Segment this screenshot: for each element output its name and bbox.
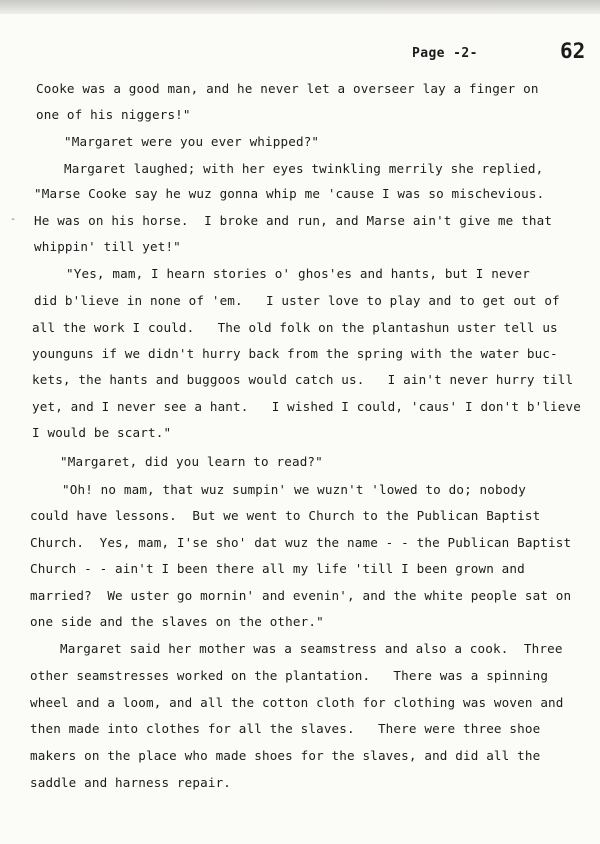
- text-line: "Margaret, did you learn to read?": [60, 454, 323, 469]
- margin-mark: -: [10, 214, 17, 225]
- text-line: makers on the place who made shoes for the slaves, and did all the: [30, 748, 541, 763]
- text-line: Margaret said her mother was a seamstress and also a cook. Three: [60, 641, 563, 656]
- text-line: Margaret laughed; with her eyes twinkling merrily she replied,: [64, 161, 544, 176]
- text-line: all the work I could. The old folk on the plantashun uster tell us: [32, 320, 558, 335]
- text-line: younguns if we didn't hurry back from the spring with the water buc-: [32, 346, 558, 361]
- text-line: wheel and a loom, and all the cotton cloth for clothing was woven and: [30, 695, 564, 710]
- text-line: then made into clothes for all the slaves. There were three shoe: [30, 721, 541, 736]
- text-line: Church - - ain't I been there all my life 'till I been grown and: [30, 561, 525, 576]
- text-line: He was on his horse. I broke and run, and Marse ain't give me that: [34, 213, 553, 228]
- text-line: one of his niggers!": [36, 107, 191, 122]
- text-line: married? We uster go mornin' and evenin', and the white people sat on: [30, 588, 572, 603]
- text-line: "Margaret were you ever whipped?": [64, 134, 320, 149]
- text-line: "Marse Cooke say he wuz gonna whip me 'cause I was so mischevious.: [34, 186, 545, 201]
- text-line: kets, the hants and buggoos would catch us. I ain't never hurry till: [32, 372, 574, 387]
- text-line: could have lessons. But we went to Church to the Publican Baptist: [30, 508, 541, 523]
- text-line: I would be scart.": [32, 425, 172, 440]
- scan-edge: [0, 0, 600, 14]
- text-line: Cooke was a good man, and he never let a overseer lay a finger on: [36, 81, 539, 96]
- page-header: [0, 39, 600, 70]
- text-line: Church. Yes, mam, I'se sho' dat wuz the name - - the Publican Baptist: [30, 535, 572, 550]
- page-number: 62: [560, 39, 586, 63]
- text-line: whippin' till yet!": [34, 239, 181, 254]
- page-label: Page -2-: [412, 46, 478, 61]
- text-line: did b'lieve in none of 'em. I uster love to play and to get out of: [34, 293, 560, 308]
- text-line: yet, and I never see a hant. I wished I could, 'caus' I don't b'lieve: [32, 399, 581, 414]
- text-line: one side and the slaves on the other.": [30, 614, 324, 629]
- text-line: "Yes, mam, I hearn stories o' ghos'es and hants, but I never: [66, 266, 530, 281]
- text-line: "Oh! no mam, that wuz sumpin' we wuzn't 'lowed to do; nobody: [62, 482, 526, 497]
- text-line: other seamstresses worked on the plantation. There was a spinning: [30, 668, 549, 683]
- text-line: saddle and harness repair.: [30, 775, 232, 790]
